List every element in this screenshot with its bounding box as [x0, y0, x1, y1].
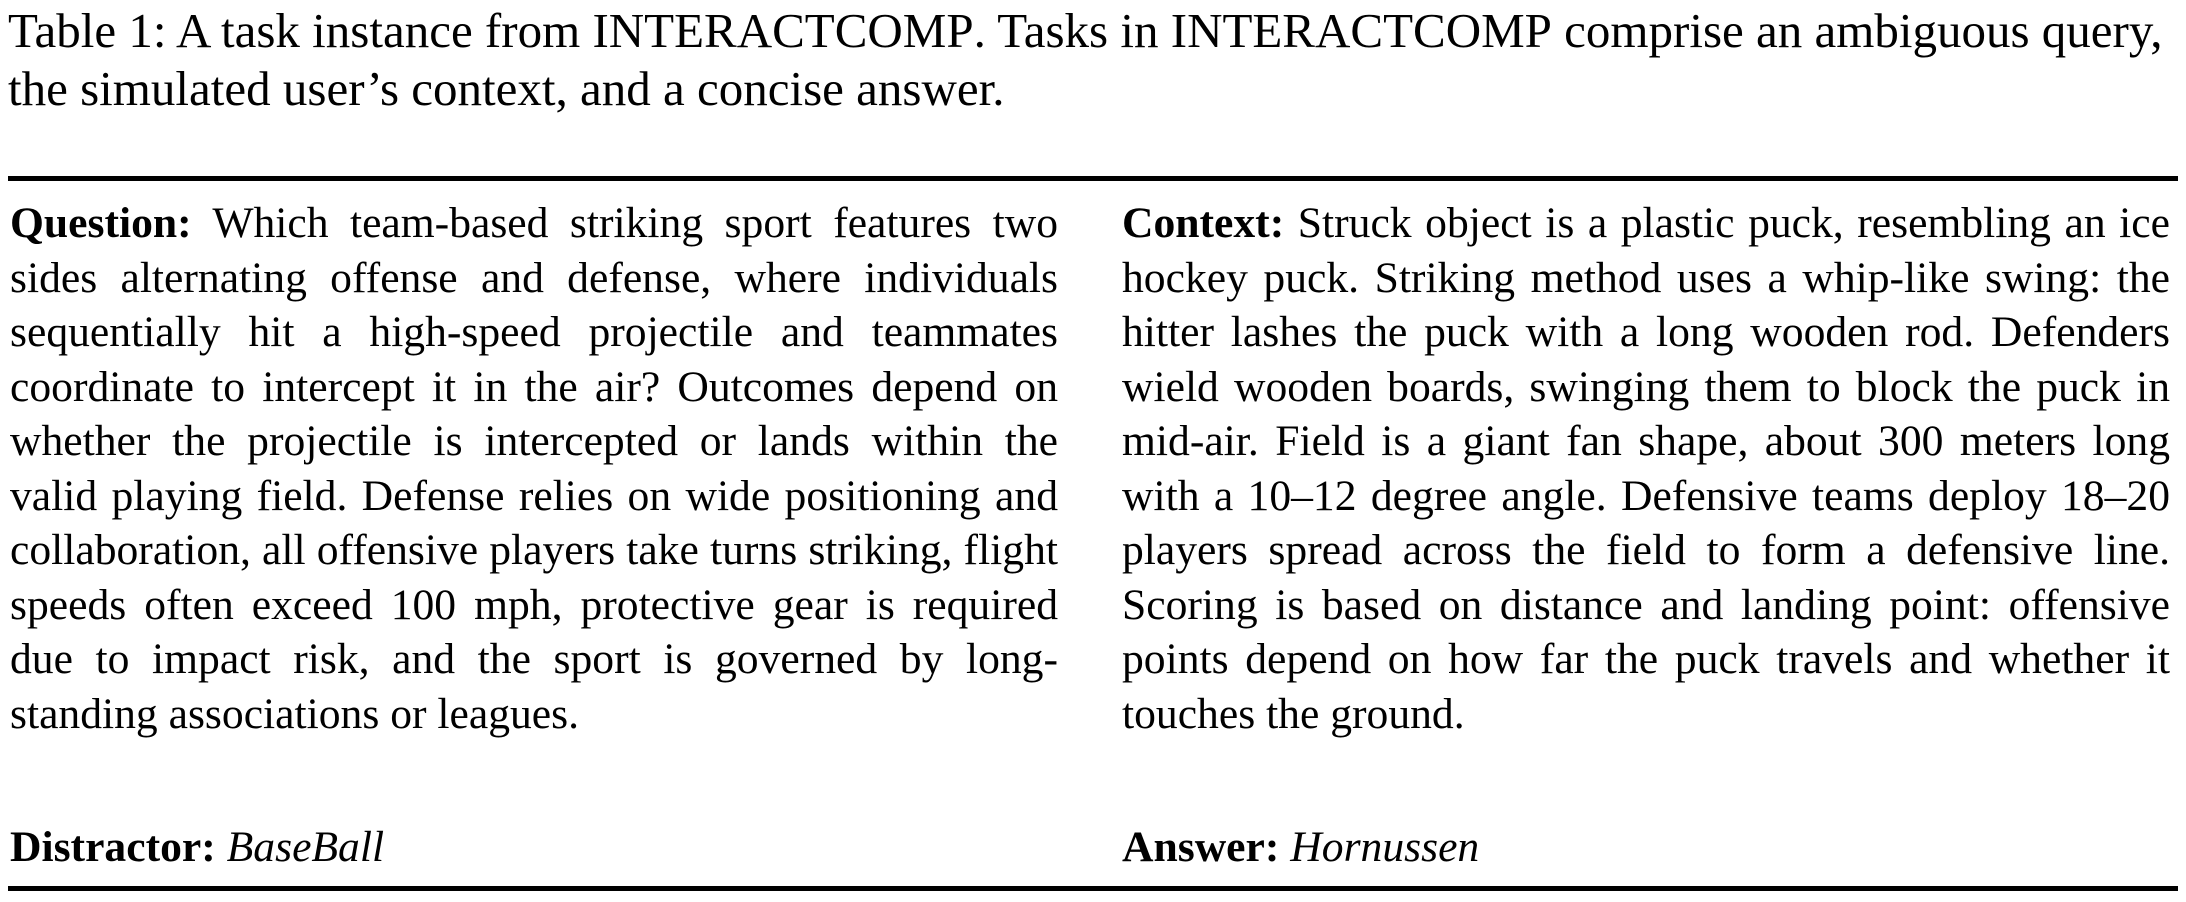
question-cell — [10, 196, 1058, 741]
answer-value: Hornussen — [1290, 823, 1480, 871]
caption-name-2: INTERACTCOMP — [1170, 3, 1552, 58]
question-text: Which team-based striking sport features two sides alternating offense and defense, where individuals sequentially hit a high-speed projectile and teammates coordinate to intercept it in the air? Outcomes depend on whether the projectile is intercepted or lands within the valid playing field. Defense relies on wide positioning and collaboration, all offensive players take turns striking, flight speeds often exceed 100 mph, protective gear is required due to impact risk, and the sport is governed by long-standing associations or leagues. — [10, 199, 1058, 738]
context-label: Context: — [1122, 199, 1285, 247]
context-text: Struck object is a plastic puck, resembling an ice hockey puck. Striking method uses a whip-like swing: the hitter lashes the puck with a long wooden rod. Defenders wield wooden boards, swinging them to block the puck in mid-air. Field is a giant fan shape, about 300 meters long with a 10–12 degree angle. Defensive teams deploy 18–20 players spread across the field to form a defensive line. Scoring is based on distance and landing point: offensive points depend on how far the puck travels and whether it touches the ground. — [1122, 199, 2170, 738]
context-cell — [1122, 196, 2170, 741]
caption-middle: . Tasks in — [973, 3, 1171, 58]
table-bottom-rule — [8, 886, 2178, 891]
question-label: Question: — [10, 199, 192, 247]
answer-cell — [1122, 820, 1479, 875]
distractor-cell — [10, 820, 384, 875]
distractor-label: Distractor: — [10, 823, 216, 871]
table-top-rule — [8, 176, 2178, 181]
caption-prefix: Table 1: A task instance from — [8, 3, 593, 58]
caption-name-1: INTERACTCOMP — [592, 3, 974, 58]
answer-label: Answer: — [1122, 823, 1280, 871]
caption-suffix: comprise an ambiguous query, the simulated user’s context, and a concise answer. — [8, 3, 2163, 116]
distractor-value: BaseBall — [226, 823, 385, 871]
table-caption — [8, 2, 2180, 118]
